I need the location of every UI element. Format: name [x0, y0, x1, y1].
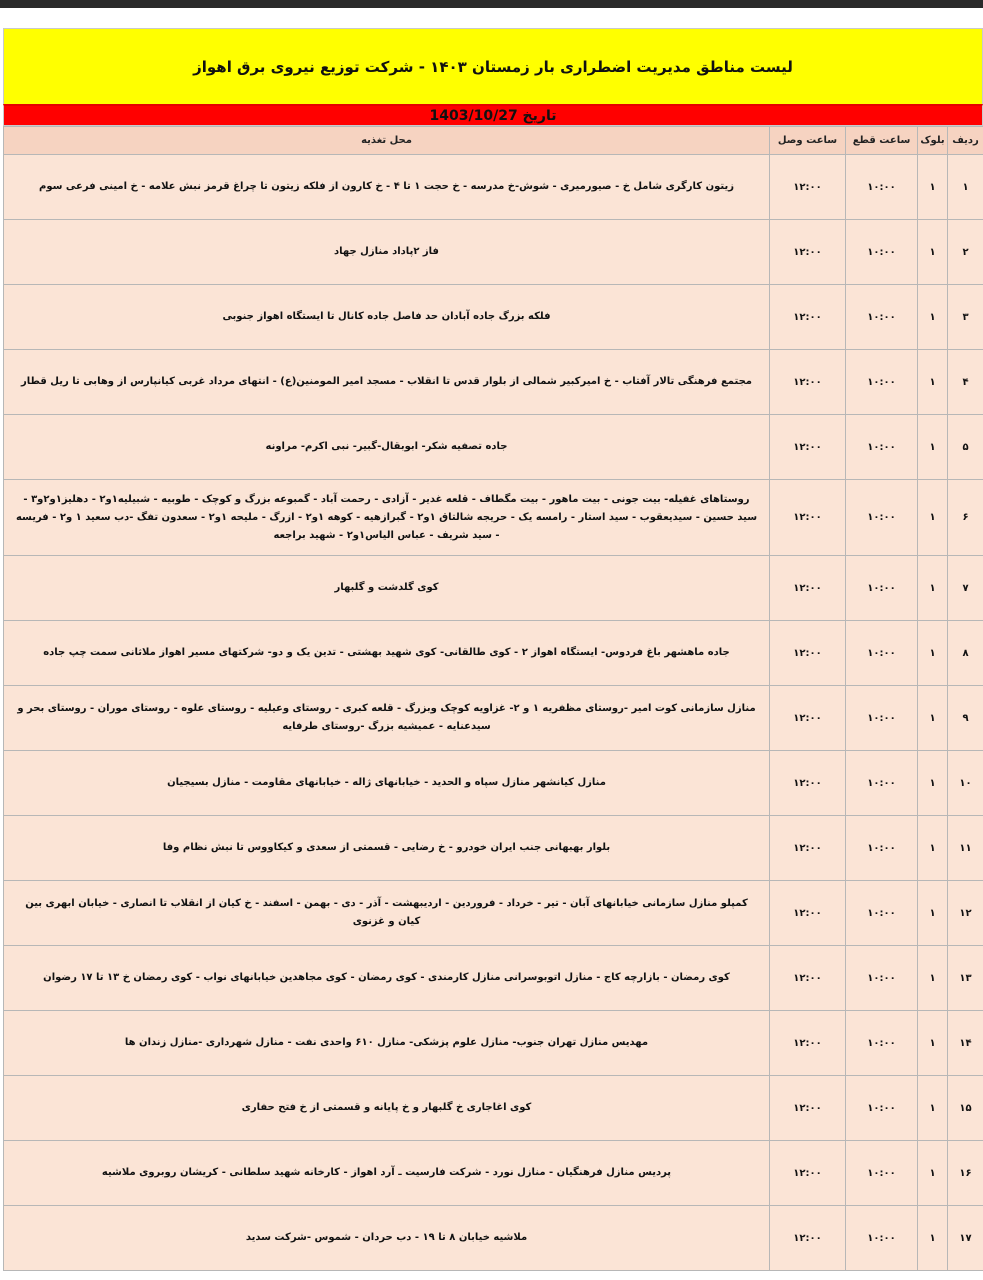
cell-block: ۱: [918, 816, 948, 881]
cell-block: ۱: [918, 220, 948, 285]
cell-row-number: ۱۲: [948, 881, 983, 946]
cell-reconnect-time: ۱۲:۰۰: [770, 285, 846, 350]
cell-reconnect-time: ۱۲:۰۰: [770, 155, 846, 220]
cell-feed-location: منازل سازمانی کوت امیر -روستای مظفریه ۱ و ۲- غزاویه کوچک وبزرگ - قلعه کبری - روستای وعیلیه - روستای علوه - روستای موران - روستای بحر و سیدعنایه - عمیشیه بزرگ -روستای طرفایه: [4, 686, 770, 751]
page-title: لیست مناطق مدیریت اضطراری بار زمستان ۱۴۰۳ - شرکت توزیع نیروی برق اهواز: [3, 28, 983, 104]
cell-feed-location: جاده ماهشهر باغ فردوس- ایستگاه اهواز ۲ - کوی طالقانی- کوی شهید بهشتی - تدین یک و دو- شرکتهای مسیر اهواز ملاثانی سمت چپ جاده: [4, 621, 770, 686]
cell-row-number: ۱۳: [948, 946, 983, 1011]
cell-reconnect-time: ۱۲:۰۰: [770, 946, 846, 1011]
cell-cut-time: ۱۰:۰۰: [846, 686, 918, 751]
table-row: [4, 816, 983, 881]
cell-row-number: ۱۷: [948, 1206, 983, 1271]
cell-block: ۱: [918, 350, 948, 415]
cell-reconnect-time: ۱۲:۰۰: [770, 350, 846, 415]
table-row: [4, 350, 983, 415]
cell-block: ۱: [918, 285, 948, 350]
table-row: [4, 621, 983, 686]
cell-reconnect-time: ۱۲:۰۰: [770, 686, 846, 751]
cell-block: ۱: [918, 881, 948, 946]
cell-cut-time: ۱۰:۰۰: [846, 480, 918, 556]
cell-row-number: ۵: [948, 415, 983, 480]
table-row: [4, 220, 983, 285]
top-status-bar: [0, 0, 983, 8]
cell-block: ۱: [918, 155, 948, 220]
cell-reconnect-time: ۱۲:۰۰: [770, 751, 846, 816]
cell-cut-time: ۱۰:۰۰: [846, 1076, 918, 1141]
table-row: [4, 155, 983, 220]
cell-cut-time: ۱۰:۰۰: [846, 751, 918, 816]
cell-row-number: ۲: [948, 220, 983, 285]
table-row: [4, 1076, 983, 1141]
header-row-number: ردیف: [948, 127, 983, 155]
table-row: [4, 946, 983, 1011]
cell-row-number: ۷: [948, 556, 983, 621]
header-cut-time: ساعت قطع: [846, 127, 918, 155]
cell-row-number: ۴: [948, 350, 983, 415]
cell-feed-location: مهدیس منازل تهران جنوب- منازل علوم پزشکی- منازل ۶۱۰ واحدی نفت - منازل شهرداری -منازل زندان ها: [4, 1011, 770, 1076]
outage-schedule-sheet: [3, 28, 983, 1276]
cell-block: ۱: [918, 1011, 948, 1076]
cell-cut-time: ۱۰:۰۰: [846, 155, 918, 220]
cell-cut-time: ۱۰:۰۰: [846, 415, 918, 480]
cell-reconnect-time: ۱۲:۰۰: [770, 1141, 846, 1206]
cell-block: ۱: [918, 415, 948, 480]
cell-feed-location: کوی رمضان - بازارچه کاج - منازل اتوبوسرانی منازل کارمندی - کوی رمضان - کوی مجاهدین خیابانهای نواب - کوی رمضان خ ۱۳ تا ۱۷ رضوان: [4, 946, 770, 1011]
cell-row-number: ۸: [948, 621, 983, 686]
cell-cut-time: ۱۰:۰۰: [846, 1011, 918, 1076]
table-row: [4, 881, 983, 946]
cell-reconnect-time: ۱۲:۰۰: [770, 220, 846, 285]
cell-row-number: ۱۰: [948, 751, 983, 816]
table-row: [4, 415, 983, 480]
cell-cut-time: ۱۰:۰۰: [846, 816, 918, 881]
cell-cut-time: ۱۰:۰۰: [846, 350, 918, 415]
cell-reconnect-time: ۱۲:۰۰: [770, 415, 846, 480]
cell-feed-location: کوی گلدشت و گلبهار: [4, 556, 770, 621]
cell-feed-location: ملاشیه خیابان ۸ تا ۱۹ - دب حردان - شموس -شرکت سدید: [4, 1206, 770, 1271]
cell-cut-time: ۱۰:۰۰: [846, 1141, 918, 1206]
cell-cut-time: ۱۰:۰۰: [846, 220, 918, 285]
cell-block: ۱: [918, 686, 948, 751]
cell-feed-location: منازل کیانشهر منازل سپاه و الحدید - خیابانهای ژاله - خیابانهای مقاومت - منازل بسیجیان: [4, 751, 770, 816]
cell-cut-time: ۱۰:۰۰: [846, 881, 918, 946]
cell-feed-location: زیتون کارگری شامل خ - صیورمیری - شوش-خ مدرسه - خ حجت ۱ تا ۴ - خ کارون از فلکه زیتون تا چراغ قرمز نبش علامه - خ امینی فرعی سوم: [4, 155, 770, 220]
header-reconnect-time: ساعت وصل: [770, 127, 846, 155]
table-row: [4, 1011, 983, 1076]
cell-row-number: ۱: [948, 155, 983, 220]
cell-reconnect-time: ۱۲:۰۰: [770, 556, 846, 621]
cell-feed-location: بلوار بهبهانی جنب ایران خودرو - خ رضایی - قسمتی از سعدی و کیکاووس تا نبش نظام وفا: [4, 816, 770, 881]
table-row: [4, 285, 983, 350]
cell-block: ۱: [918, 480, 948, 556]
cell-feed-location: مجتمع فرهنگی تالار آفتاب - خ امیرکبیر شمالی از بلوار قدس تا انقلاب - مسجد امیر المومنین(ع) - انتهای مرداد غربی کیانپارس از وهابی تا ریل قطار: [4, 350, 770, 415]
table-row: [4, 1206, 983, 1271]
cell-reconnect-time: ۱۲:۰۰: [770, 1076, 846, 1141]
cell-reconnect-time: ۱۲:۰۰: [770, 881, 846, 946]
cell-reconnect-time: ۱۲:۰۰: [770, 816, 846, 881]
table-row: [4, 686, 983, 751]
cell-feed-location: فاز ۲پاداد منازل جهاد: [4, 220, 770, 285]
header-feed-location: محل تغذیه: [4, 127, 770, 155]
cell-row-number: ۹: [948, 686, 983, 751]
cell-cut-time: ۱۰:۰۰: [846, 946, 918, 1011]
cell-block: ۱: [918, 1076, 948, 1141]
cell-cut-time: ۱۰:۰۰: [846, 1206, 918, 1271]
cell-block: ۱: [918, 621, 948, 686]
cell-feed-location: پردیس منازل فرهنگیان - منازل نورد - شرکت فارسیت ـ آرد اهواز - کارخانه شهید سلطانی - کریشان روبروی ملاشیه: [4, 1141, 770, 1206]
cell-row-number: ۱۴: [948, 1011, 983, 1076]
cell-row-number: ۱۵: [948, 1076, 983, 1141]
cell-block: ۱: [918, 1141, 948, 1206]
cell-row-number: ۱۱: [948, 816, 983, 881]
cell-feed-location: جاده تصفیه شکر- ابوبقال-گبیر- نبی اکرم- مراونه: [4, 415, 770, 480]
cell-cut-time: ۱۰:۰۰: [846, 556, 918, 621]
cell-reconnect-time: ۱۲:۰۰: [770, 480, 846, 556]
cell-block: ۱: [918, 946, 948, 1011]
cell-reconnect-time: ۱۲:۰۰: [770, 621, 846, 686]
cell-block: ۱: [918, 556, 948, 621]
cell-feed-location: روستاهای غفیله- بیت جونی - بیت ماهور - بیت مگطاف - قلعه غدیر - آزادی - رحمت آباد - گمبوعه بزرگ و کوچک - طوبیه - شبیلیه۱و۲ - دهلیز۱و۲و۳ - سید حسین - سیدیعقوب - سید استار - رامسه یک - حریجه شالتاق ۱و۲ - گبرازهیه - کوهه ۱و۲ - ازرگ - ملیحه ۱و۲ - سعدون تفگ -دب سعید ۱ و۲ - فریسه - سید شریف - عباس الیاس۱و۲ - شهید براجعه: [4, 480, 770, 556]
cell-row-number: ۶: [948, 480, 983, 556]
table-row: [4, 480, 983, 556]
cell-block: ۱: [918, 1206, 948, 1271]
cell-row-number: ۱۶: [948, 1141, 983, 1206]
table-row: [4, 556, 983, 621]
cell-reconnect-time: ۱۲:۰۰: [770, 1011, 846, 1076]
date-banner: تاریخ 1403/10/27: [3, 104, 983, 126]
cell-feed-location: کمپلو منازل سازمانی خیابانهای آبان - تیر - خرداد - فروردین - اردیبهشت - آذر - دی - بهمن - اسفند - خ کیان از انقلاب تا انصاری - خیابان ابهری بین کیان و غزنوی: [4, 881, 770, 946]
cell-feed-location: کوی اغاجاری خ گلبهار و خ پایانه و قسمتی از خ فتح حفاری: [4, 1076, 770, 1141]
table-row: [4, 751, 983, 816]
table-header-row: [4, 127, 983, 155]
header-block: بلوک: [918, 127, 948, 155]
outage-table: [3, 126, 983, 1271]
cell-block: ۱: [918, 751, 948, 816]
table-row: [4, 1141, 983, 1206]
cell-cut-time: ۱۰:۰۰: [846, 285, 918, 350]
cell-row-number: ۳: [948, 285, 983, 350]
cell-feed-location: فلکه بزرگ جاده آبادان حد فاصل جاده کانال تا ایستگاه اهواز جنوبی: [4, 285, 770, 350]
cell-reconnect-time: ۱۲:۰۰: [770, 1206, 846, 1271]
cell-cut-time: ۱۰:۰۰: [846, 621, 918, 686]
